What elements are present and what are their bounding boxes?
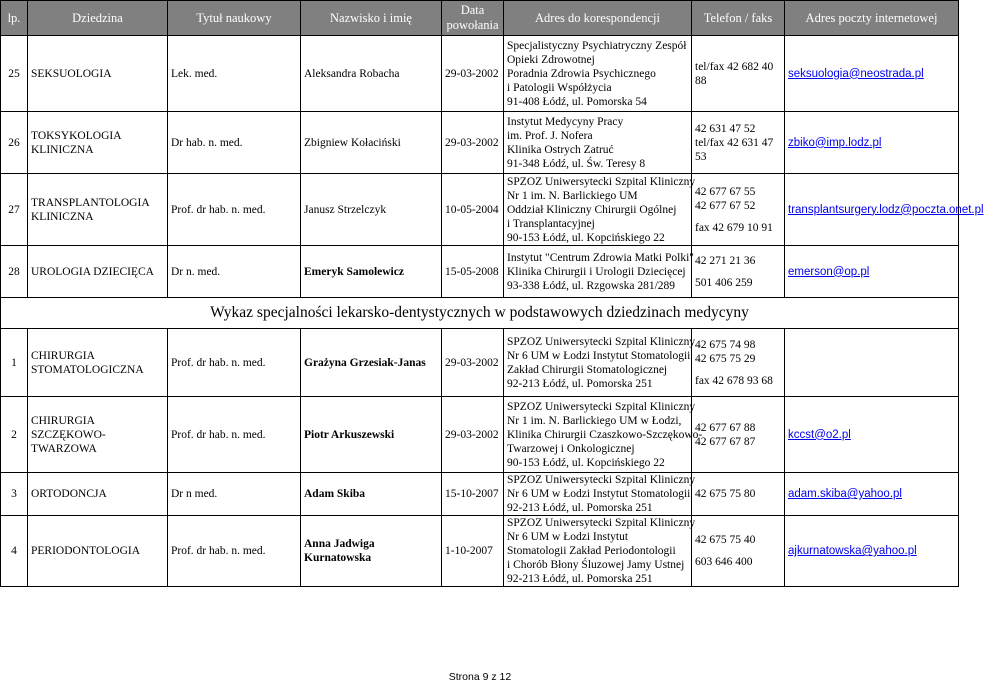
specialty-field: PERIODONTOLOGIA (28, 516, 168, 587)
address-line: SPZOZ Uniwersytecki Szpital Kliniczny (507, 400, 696, 413)
header-field: Dziedzina (28, 1, 168, 36)
row-number: 2 (1, 397, 28, 473)
person-name: Emeryk Samolewicz (301, 246, 442, 298)
address-line: SPZOZ Uniwersytecki Szpital Kliniczny (507, 335, 696, 348)
address-line: i Chorób Błony Śluzowej Jamy Ustnej (507, 559, 685, 571)
person-name: Grażyna Grzesiak-Janas (301, 329, 442, 397)
phone-line: 88 (695, 74, 707, 87)
phone-line: 42 675 75 80 (695, 488, 756, 500)
phone-line: 603 646 400 (695, 556, 753, 568)
correspondence-address (504, 112, 692, 174)
specialty-field: ORTODONCJA (28, 473, 168, 516)
email-link (785, 329, 959, 397)
address-line: Nr 1 im. N. Barlickiego UM w Łodzi, (507, 414, 682, 427)
phone-line: 53 (695, 150, 707, 163)
email-link[interactable]: kccst@o2.pl (785, 397, 959, 473)
correspondence-address (504, 473, 696, 516)
header-title: Tytuł naukowy (168, 1, 301, 36)
phone-line (695, 366, 781, 374)
phone-line: 42 271 21 36 (695, 254, 756, 267)
header-email: Adres poczty internetowej (785, 1, 959, 36)
table-row (1, 36, 959, 112)
phone-fax (692, 473, 785, 516)
header-date: Data powołania (442, 1, 504, 36)
row-number: 1 (1, 329, 28, 397)
appointment-date: 29-03-2002 (442, 112, 504, 174)
address-line: 92-213 Łódź, ul. Pomorska 251 (507, 377, 653, 390)
address-line: 93-338 Łódź, ul. Rzgowska 281/289 (507, 279, 676, 292)
address-line: Specjalistyczny Psychiatryczny Zespół (507, 39, 687, 52)
table-body (1, 1, 984, 587)
academic-title: Dr hab. n. med. (168, 112, 301, 174)
phone-line: 42 677 67 87 (695, 435, 756, 448)
specialty-field: CHIRURGIA STOMATOLOGICZNA (28, 329, 168, 397)
email-link[interactable]: zbiko@imp.lodz.pl (785, 112, 959, 174)
correspondence-address (504, 246, 692, 298)
correspondence-address (504, 174, 696, 246)
address-line: 92-213 Łódź, ul. Pomorska 251 (507, 573, 653, 585)
address-line: Nr 6 UM w Łodzi Instytut Stomatologii (507, 349, 691, 362)
academic-title: Dr n med. (168, 473, 301, 516)
phone-line: 42 677 67 52 (695, 199, 756, 212)
address-line: Klinika Ostrych Zatruć (507, 143, 614, 156)
section-heading-row (1, 298, 959, 329)
table-row (1, 397, 959, 473)
table-row (1, 246, 959, 298)
correspondence-address (504, 329, 696, 397)
address-line: 90-153 Łódź, ul. Kopcińskiego 22 (507, 456, 665, 469)
table-row (1, 174, 959, 246)
header-phone: Telefon / faks (692, 1, 785, 36)
address-line: Twarzowej i Onkologicznej (507, 442, 635, 455)
header-address: Adres do korespondencji (504, 1, 692, 36)
academic-title: Dr n. med. (168, 246, 301, 298)
address-line: Klinika Chirurgii Czaszkowo-Szczękowo- (507, 428, 703, 441)
address-line: Oddział Kliniczny Chirurgii Ogólnej (507, 203, 677, 216)
phone-fax (692, 112, 785, 174)
phone-line (695, 268, 781, 276)
appointment-date: 1-10-2007 (442, 516, 504, 587)
appointment-date: 15-10-2007 (442, 473, 504, 516)
phone-line: 501 406 259 (695, 276, 753, 289)
address-line: Poradnia Zdrowia Psychicznego (507, 67, 656, 80)
academic-title: Lek. med. (168, 36, 301, 112)
academic-title: Prof. dr hab. n. med. (168, 174, 301, 246)
person-name: Anna Jadwiga Kurnatowska (301, 516, 442, 587)
address-line: SPZOZ Uniwersytecki Szpital Kliniczny (507, 175, 696, 188)
person-name: Aleksandra Robacha (301, 36, 442, 112)
appointment-date: 10-05-2004 (442, 174, 504, 246)
phone-line: 42 677 67 55 (695, 185, 756, 198)
phone-line: 42 631 47 52 (695, 122, 756, 135)
specialty-field: UROLOGIA DZIECIĘCA (28, 246, 168, 298)
email-link[interactable]: adam.skiba@yahoo.pl (785, 473, 959, 516)
address-line: SPZOZ Uniwersytecki Szpital Kliniczny (507, 517, 696, 529)
header-row (1, 1, 959, 36)
row-number: 26 (1, 112, 28, 174)
specialty-field: TOKSYKOLOGIA KLINICZNA (28, 112, 168, 174)
email-link[interactable]: seksuologia@neostrada.pl (785, 36, 959, 112)
phone-line: 42 675 75 29 (695, 352, 756, 365)
address-line: 92-213 Łódź, ul. Pomorska 251 (507, 502, 653, 514)
email-link[interactable]: transplantsurgery.lodz@poczta.onet.pl (785, 174, 959, 246)
email-link[interactable]: ajkurnatowska@yahoo.pl (785, 516, 959, 587)
address-line: 91-408 Łódź, ul. Pomorska 54 (507, 95, 647, 108)
address-line: Instytut "Centrum Zdrowia Matki Polki" (507, 251, 694, 264)
address-line: Opieki Zdrowotnej (507, 53, 595, 66)
academic-title: Prof. dr hab. n. med. (168, 516, 301, 587)
correspondence-address (504, 516, 696, 587)
table-row (1, 473, 959, 516)
address-line: Instytut Medycyny Pracy (507, 115, 624, 128)
address-line: Nr 1 im. N. Barlickiego UM (507, 189, 638, 202)
phone-fax (692, 397, 785, 473)
phone-fax (692, 36, 785, 112)
row-number: 28 (1, 246, 28, 298)
specialty-field: TRANSPLANTOLOGIA KLINICZNA (28, 174, 168, 246)
address-line: SPZOZ Uniwersytecki Szpital Kliniczny (507, 474, 696, 486)
table-row (1, 329, 959, 397)
row-number: 25 (1, 36, 28, 112)
appointment-date: 29-03-2002 (442, 329, 504, 397)
header-name: Nazwisko i imię (301, 1, 442, 36)
table-row (1, 112, 959, 174)
address-line: Nr 6 UM w Łodzi Instytut (507, 531, 629, 543)
specialty-field: CHIRURGIA SZCZĘKOWO-TWARZOWA (28, 397, 168, 473)
specialty-field: SEKSUOLOGIA (28, 36, 168, 112)
phone-fax (692, 174, 785, 246)
academic-title: Prof. dr hab. n. med. (168, 397, 301, 473)
page-number: Strona 9 z 12 (448, 671, 512, 683)
section-title: Wykaz specjalności lekarsko-dentystycznych w podstawowych dziedzinach medycyny (1, 298, 959, 329)
phone-line: 42 675 75 40 (695, 534, 756, 546)
address-line: 91-348 Łódź, ul. Św. Teresy 8 (507, 157, 646, 170)
correspondence-address (504, 36, 692, 112)
row-number: 4 (1, 516, 28, 587)
email-link[interactable]: emerson@op.pl (785, 246, 959, 298)
address-line: Stomatologii Zakład Periodontologii (507, 545, 676, 557)
appointment-date: 29-03-2002 (442, 36, 504, 112)
table-row (1, 516, 959, 587)
phone-fax (692, 246, 785, 298)
address-line: Zakład Chirurgii Stomatologicznej (507, 363, 668, 376)
phone-line: 42 677 67 88 (695, 421, 756, 434)
academic-title: Prof. dr hab. n. med. (168, 329, 301, 397)
phone-line: fax 42 678 93 68 (695, 374, 773, 387)
phone-fax (692, 329, 785, 397)
phone-line: fax 42 679 10 91 (695, 221, 773, 234)
correspondence-address (504, 397, 703, 473)
person-name: Piotr Arkuszewski (301, 397, 442, 473)
phone-line: tel/fax 42 682 40 (695, 60, 774, 73)
row-number: 3 (1, 473, 28, 516)
row-number: 27 (1, 174, 28, 246)
address-line: 90-153 Łódź, ul. Kopcińskiego 22 (507, 231, 665, 244)
person-name: Adam Skiba (301, 473, 442, 516)
address-line: im. Prof. J. Nofera (507, 129, 593, 142)
phone-line: 42 675 74 98 (695, 338, 756, 351)
phone-line: tel/fax 42 631 47 (695, 136, 774, 149)
header-lp: lp. (1, 1, 28, 36)
phone-line (695, 213, 781, 221)
person-name: Janusz Strzelczyk (301, 174, 442, 246)
address-line: Nr 6 UM w Łodzi Instytut Stomatologii (507, 488, 691, 500)
appointment-date: 29-03-2002 (442, 397, 504, 473)
address-line: i Patologii Współżycia (507, 81, 612, 94)
phone-fax (692, 516, 785, 587)
appointment-date: 15-05-2008 (442, 246, 504, 298)
address-line: i Transplantacyjnej (507, 217, 595, 230)
address-line: Klinika Chirurgii i Urologii Dziecięcej (507, 265, 686, 278)
phone-line (695, 547, 781, 555)
person-name: Zbigniew Kołaciński (301, 112, 442, 174)
